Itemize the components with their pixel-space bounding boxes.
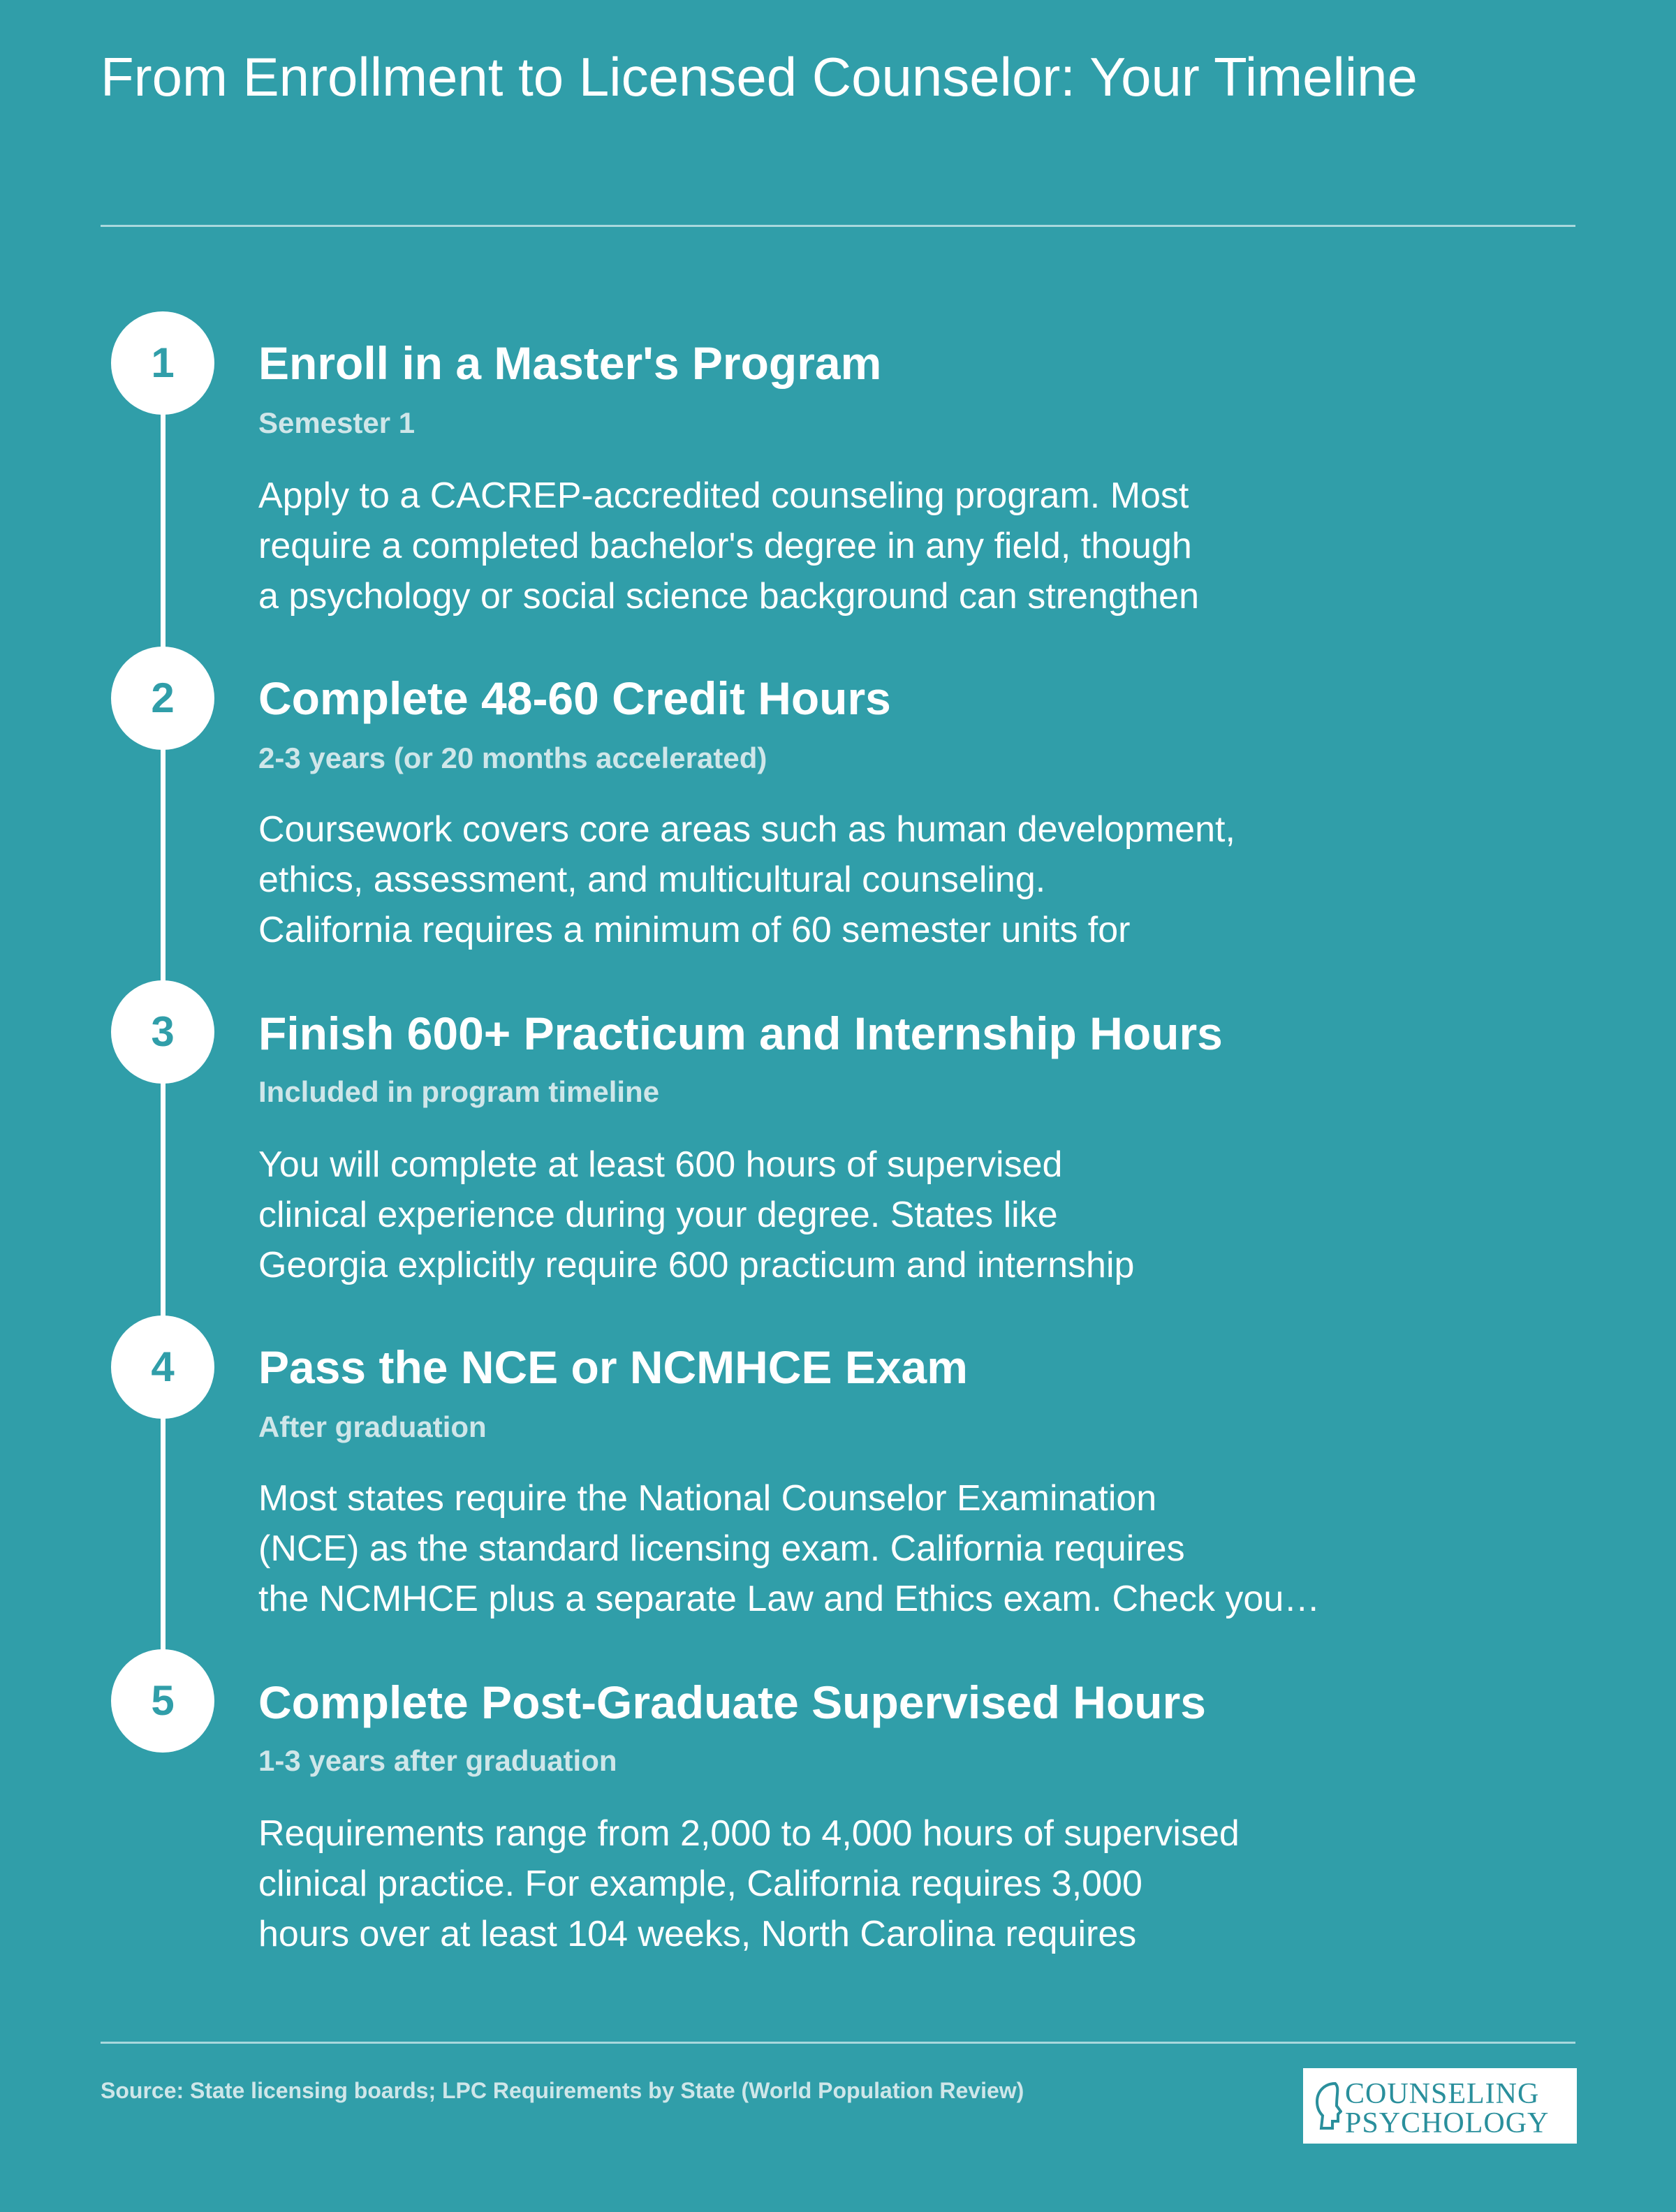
description-line: You will complete at least 600 hours of supervised <box>258 1144 1063 1185</box>
footer-divider <box>101 2042 1575 2044</box>
step-duration: 2-3 years (or 20 months accelerated) <box>258 742 767 774</box>
description-line: (NCE) as the standard licensing exam. California requires <box>258 1528 1185 1569</box>
description-line: hours over at least 104 weeks, North Carolina requires <box>258 1914 1137 1954</box>
step-duration: Included in program timeline <box>258 1075 660 1108</box>
step-description <box>258 1473 1418 1624</box>
step-title: Complete Post-Graduate Supervised Hours <box>258 1676 1206 1728</box>
step-title: Finish 600+ Practicum and Internship Hours <box>258 1008 1223 1059</box>
step-title: Enroll in a Master's Program <box>258 337 882 389</box>
step-number-badge: 3 <box>111 980 214 1084</box>
step-number-badge: 1 <box>111 311 214 415</box>
step-duration: After graduation <box>258 1410 487 1443</box>
logo-text-bottom: PSYCHOLOGY <box>1345 2107 1550 2139</box>
step-title: Pass the NCE or NCMHCE Exam <box>258 1341 968 1393</box>
description-line: require a completed bachelor's degree in any field, though <box>258 526 1192 566</box>
page-title: From Enrollment to Licensed Counselor: Your Timeline <box>101 46 1418 108</box>
step-description <box>258 1140 1418 1290</box>
step-number-badge: 2 <box>111 647 214 750</box>
head-profile-icon <box>1311 2079 1342 2132</box>
step-description <box>258 804 1418 955</box>
description-line: clinical practice. For example, California requires 3,000 <box>258 1864 1142 1904</box>
description-line: Requirements range from 2,000 to 4,000 hours of supervised <box>258 1813 1240 1854</box>
header-divider <box>101 225 1575 227</box>
step-duration: 1-3 years after graduation <box>258 1744 617 1777</box>
description-line: Most states require the National Counselor Examination <box>258 1478 1157 1519</box>
description-line: a psychology or social science background can strengthen <box>258 576 1200 617</box>
description-line: the NCMHCE plus a separate Law and Ethics exam. Check you… <box>258 1579 1321 1619</box>
step-number-badge: 4 <box>111 1315 214 1419</box>
description-line: Coursework covers core areas such as human development, <box>258 809 1235 850</box>
counseling-psychology-logo <box>1303 2068 1577 2144</box>
step-number-badge: 5 <box>111 1649 214 1753</box>
source-note: Source: State licensing boards; LPC Requirements by State (World Population Review) <box>101 2078 1024 2103</box>
logo-text-top: COUNSELING <box>1345 2078 1540 2110</box>
description-line: Georgia explicitly require 600 practicum and internship <box>258 1245 1135 1285</box>
step-description <box>258 1808 1418 1959</box>
step-title: Complete 48-60 Credit Hours <box>258 672 891 724</box>
step-duration: Semester 1 <box>258 406 416 439</box>
description-line: California requires a minimum of 60 semester units for <box>258 910 1131 950</box>
description-line: Apply to a CACREP-accredited counseling program. Most <box>258 475 1189 516</box>
description-line: clinical experience during your degree. States like <box>258 1195 1058 1235</box>
step-description <box>258 471 1418 621</box>
description-line: ethics, assessment, and multicultural counseling. <box>258 860 1046 900</box>
